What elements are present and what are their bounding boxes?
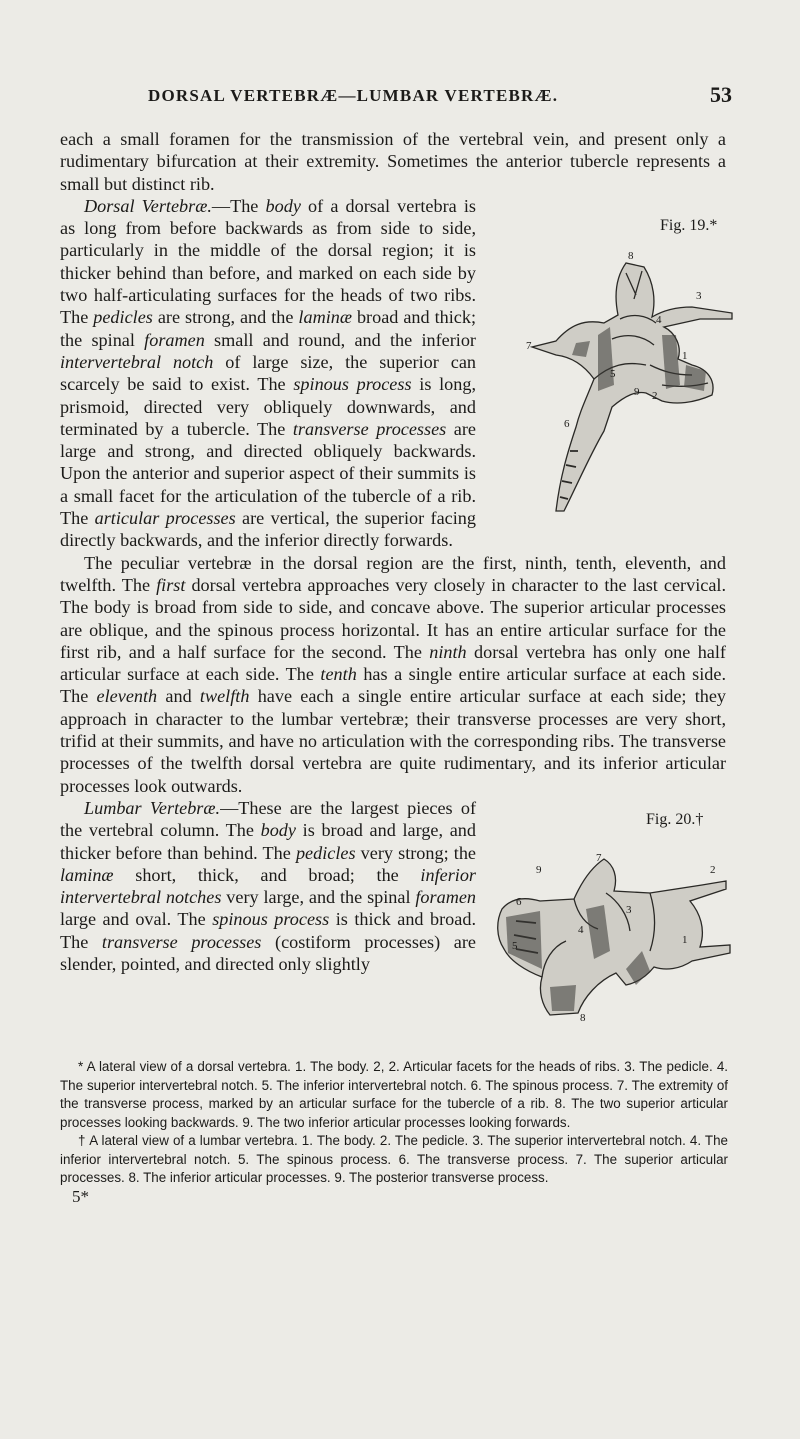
signature-mark: 5* bbox=[72, 1186, 89, 1206]
running-head bbox=[60, 84, 740, 114]
figure-20-label: 9 bbox=[536, 863, 542, 876]
page-number: 53 bbox=[710, 82, 732, 107]
figure-19-label: 1 bbox=[682, 349, 688, 362]
figure-20 bbox=[486, 801, 736, 1101]
running-title: DORSAL VERTEBRÆ—LUMBAR VERTEBRÆ. bbox=[148, 86, 559, 105]
footnotes bbox=[60, 1058, 728, 1206]
figure-19-caption: Fig. 19.* bbox=[660, 216, 718, 234]
footnote-fig-19: * A lateral view of a dorsal vertebra. 1. The body. 2, 2. Articular facets for the heads of ribs. 3. The pedicle. 4. The superior intervertebral notch. 5. The inferior intervertebral notch. 6. The spinous process. 7. The extremity of the transverse process, marked by an articular surface for the tubercle of a rib. 8. The two superior articular processes looking backwards. 9. The two inferior articular processes looking forwards. bbox=[60, 1059, 728, 1130]
figure-20-label: 2 bbox=[710, 863, 716, 876]
figure-19-label: 6 bbox=[564, 417, 570, 430]
section-heading-lumbar: Lumbar Vertebræ. bbox=[84, 797, 221, 818]
figure-20-label: 1 bbox=[682, 933, 688, 946]
figure-19-label: 2 bbox=[652, 389, 658, 402]
body-text bbox=[60, 128, 726, 1101]
figure-20-label: 3 bbox=[626, 903, 632, 916]
figure-19-label: 3 bbox=[696, 289, 702, 302]
figure-20-caption: Fig. 20.† bbox=[646, 810, 704, 828]
paragraph-cervical-continued: each a small foramen for the transmission of the vertebral vein, and present only a rudimentary bifurcation at their extremity. Sometimes the anterior tubercle represents a small but distinct rib. bbox=[60, 129, 726, 194]
figure-20-label: 6 bbox=[516, 895, 522, 908]
figure-19-label: 7 bbox=[526, 339, 532, 352]
figure-19-label: 8 bbox=[628, 249, 634, 262]
figure-20-label: 7 bbox=[596, 851, 602, 864]
figure-19-label: 9 bbox=[634, 385, 640, 398]
paragraph-lumbar-vertebrae: Fig. 20.† 9 7 2 6 4 3 1 5 8 Lumbar Vertebræ.—These are the largest pieces of the vertebral column. The body is broad and large, and thicker before than behind. The pedicles very strong; the laminæ short, thick, and broad; the inferior intervertebral notches very large, and the spinal foramen large and oval. The spinous process is thick and broad. The transverse processes (costiform processes) are slender, pointed, and directed only slightly bbox=[60, 797, 726, 975]
paragraph-peculiar-dorsal: The peculiar vertebræ in the dorsal region are the first, ninth, tenth, eleventh, and twelfth. The first dorsal vertebra approaches very closely in character to the last cervical. The body is broad from side to side, and concave above. The superior articular processes are oblique, and the spinous process horizontal. It has an entire articular surface for the first rib, and a half surface for the second. The ninth dorsal vertebra has only one half articular surface at each side. The tenth has a single entire articular surface at each side. The eleventh and twelfth have each a single entire articular surface at each side; they approach in character to the lumbar vertebræ; their transverse processes are very short, trifid at their summits, and have no articulation with the corresponding ribs. The transverse processes of the twelfth dorsal vertebra are quite rudimentary, and its inferior articular processes look outwards. bbox=[60, 552, 727, 796]
figure-19-label: 5 bbox=[610, 367, 616, 380]
figure-19-label: 4 bbox=[656, 313, 662, 326]
lumbar-vertebra-illustration bbox=[486, 801, 736, 1101]
dorsal-vertebra-illustration bbox=[486, 215, 734, 535]
figure-19 bbox=[486, 215, 734, 535]
section-heading-dorsal: Dorsal Vertebræ. bbox=[84, 195, 212, 216]
figure-20-label: 4 bbox=[578, 923, 584, 936]
figure-20-label: 8 bbox=[580, 1011, 586, 1024]
paragraph-dorsal-vertebrae: Fig. 19.* 8 3 7 4 5 1 9 2 6 Dorsal Vertebræ.—The body of a dorsal vertebra is as long from before backwards as from side to side, particularly in the middle of the dorsal region; it is thicker behind than before, and marked on each side by two half-articulating surfaces for the heads of two ribs. The pedicles are strong, and the laminæ broad and thick; the spinal foramen small and round, and the inferior intervertebral notch of large size, the superior can scarcely be said to exist. The spinous process is long, prismoid, directed very obliquely downwards, and terminated by a tubercle. The transverse processes are large and strong, and directed obliquely backwards. Upon the anterior and superior aspect of their summits is a small facet for the articulation of the tubercle of a rib. The articular processes are vertical, the superior facing directly backwards, and the inferior directly forwards. bbox=[60, 195, 726, 552]
footnote-fig-20: † A lateral view of a lumbar vertebra. 1. The body. 2. The pedicle. 3. The superior intervertebral notch. 4. The inferior intervertebral notch. 5. The spinous process. 6. The transverse process. 7. The superior articular processes. 8. The inferior articular processes. 9. The posterior transverse process. bbox=[60, 1133, 728, 1185]
figure-20-label: 5 bbox=[512, 939, 518, 952]
